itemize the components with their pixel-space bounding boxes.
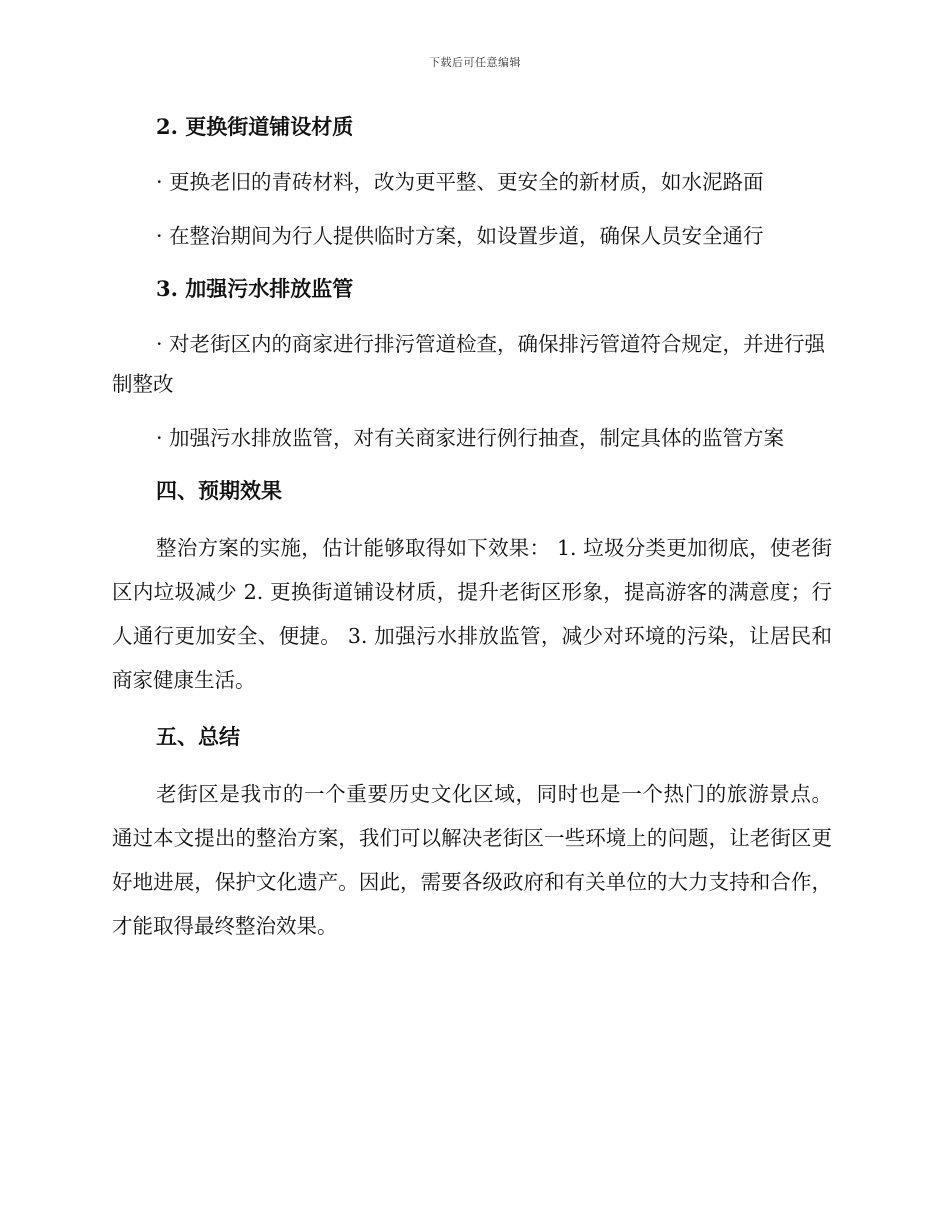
paragraph-summary: 老街区是我市的一个重要历史文化区域，同时也是一个热门的旅游景点。通过本文提出的整治方案，我们可以解决老街区一些环境上的问题，让老街区更好地进展，保护文化遗产。因此，需要各级政府和有关单位的大力支持和合作，才能取得最终整治效果。 xyxy=(112,782,832,938)
section-heading-expected-effects: 四、预期效果 xyxy=(156,478,282,503)
section-heading-sewage-supervision: 3. 加强污水排放监管 xyxy=(156,276,354,301)
section-heading-street-paving: 2. 更换街道铺设材质 xyxy=(156,114,354,139)
bullet-temporary-walkway: · 在整治期间为行人提供临时方案，如设置步道，确保人员安全通行 xyxy=(156,224,764,248)
section-heading-summary: 五、总结 xyxy=(156,724,240,749)
bullet-pipe-inspection: · 对老街区内的商家进行排污管道检查，确保排污管道符合规定，并进行强制整改 xyxy=(112,332,826,396)
bullet-routine-checks: · 加强污水排放监管，对有关商家进行例行抽查，制定具体的监管方案 xyxy=(156,426,785,450)
paragraph-expected-effects: 整治方案的实施，估计能够取得如下效果： 1. 垃圾分类更加彻底，使老街区内垃圾减少 2. 更换街道铺设材质，提升老街区形象，提高游客的满意度；行人通行更加安全、便捷。 3. 加强污水排放监管，减少对环境的污染，让居民和商家健康生活。 xyxy=(112,536,832,692)
document-body xyxy=(112,108,832,956)
bullet-replace-bricks: · 更换老旧的青砖材料，改为更平整、更安全的新材质，如水泥路面 xyxy=(156,170,764,194)
page-header-note: 下载后可任意编辑 xyxy=(429,56,521,69)
